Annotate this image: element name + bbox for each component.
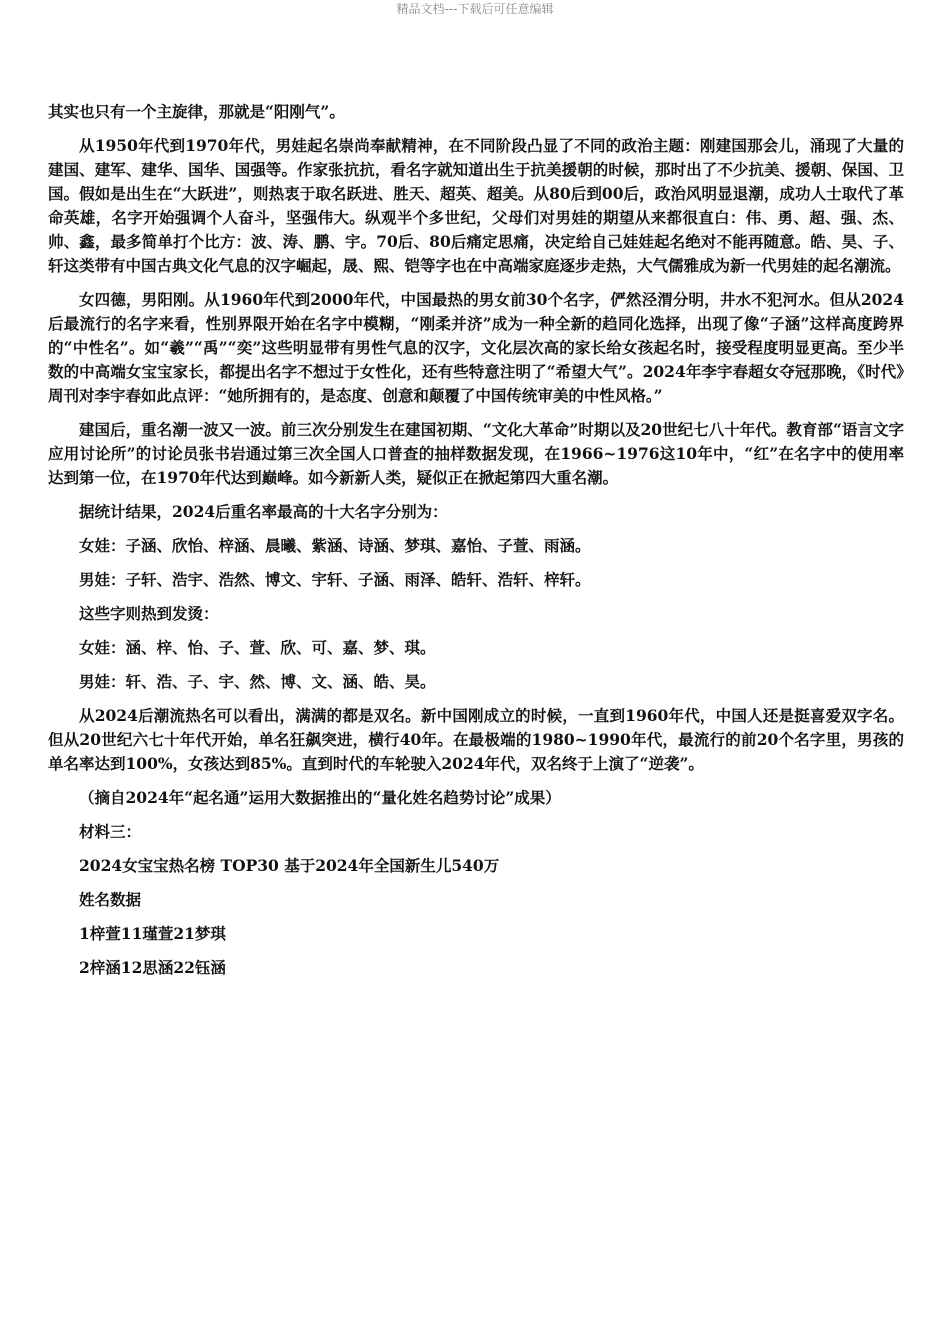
paragraph-material-three: 材料三： <box>79 822 142 841</box>
ranking-row-2: 2梓涵12思涵22钰涵 <box>79 958 226 977</box>
document-body <box>48 100 904 990</box>
paragraph-double-names: 从2024后潮流热名可以看出，满满的都是双名。新中国刚成立的时候，一直到1960年代，中国人还是挺喜爱双字名。但从20世纪六七十年代开始，单名狂飙突进，横行40年。在最极端的1980~1990年代，最流行的前20个名字里，男孩的单名率达到100%，女孩达到85%。直到时代的车轮驶入2024年代，双名终于上演了“逆袭”。 <box>48 706 904 773</box>
paragraph-top-girl-names: 女娃：子涵、欣怡、梓涵、晨曦、紫涵、诗涵、梦琪、嘉怡、子萱、雨涵。 <box>79 536 591 555</box>
paragraph-gender-neutral-names: 女四德，男阳刚。从1960年代到2000年代，中国最热的男女前30个名字，俨然泾渭分明，井水不犯河水。但从2024后最流行的名字来看，性别界限开始在名字中模糊，“刚柔并济”成为一种全新的趋同化选择，出现了像“子涵”这样高度跨界的“中性名”。如“羲”“禹”“奕”这些明显带有男性气息的汉字，文化层次高的家长给女孩起名时，接受程度明显更高。至少半数的中高端女宝宝家长，都提出名字不想过于女性化，还有些特意注明了“希望大气”。2024年李宇春超女夺冠那晚，《时代》周刊对李宇春如此点评：“她所拥有的，是态度、创意和颠覆了中国传统审美的中性风格。” <box>48 290 904 405</box>
paragraph-intro: 其实也只有一个主旋律，那就是“阳刚气”。 <box>48 102 345 121</box>
paragraph-source-note: （摘自2024年“起名通”运用大数据推出的“量化姓名趋势讨论”成果） <box>79 788 561 807</box>
paragraph-name-data-label: 姓名数据 <box>79 890 142 909</box>
paragraph-statistics-intro: 据统计结果，2024后重名率最高的十大名字分别为： <box>79 502 448 521</box>
paragraph-top-boy-names: 男娃：子轩、浩宇、浩然、博文、宇轩、子涵、雨泽、皓轩、浩轩、梓轩。 <box>79 570 591 589</box>
page-header: 精品文档---下载后可任意编辑 <box>396 2 554 16</box>
paragraph-hot-characters-intro: 这些字则热到发烫： <box>79 604 219 623</box>
paragraph-hot-boy-characters: 男娃：轩、浩、子、宇、然、博、文、涵、皓、昊。 <box>79 672 436 691</box>
paragraph-duplicate-name-waves: 建国后，重名潮一波又一波。前三次分别发生在建国初期、“文化大革命”时期以及20世纪七八十年代。教育部“语言文字应用讨论所”的讨论员张书岩通过第三次全国人口普查的抽样数据发现，在1966~1976这10年中，“红”在名字中的使用率达到第一位，在1970年代达到巅峰。如今新新人类，疑似正在掀起第四大重名潮。 <box>48 420 904 487</box>
paragraph-boys-names-history: 从1950年代到1970年代，男娃起名崇尚奉献精神，在不同阶段凸显了不同的政治主题：刚建国那会儿，涌现了大量的建国、建军、建华、国华、国强等。作家张抗抗，看名字就知道出生于抗美援朝的时候，那时出了不少抗美、援朝、保国、卫国。假如是出生在“大跃进”，则热衷于取名跃进、胜天、超英、超美。从80后到00后，政治风明显退潮，成功人士取代了革命英雄，名字开始强调个人奋斗，坚强伟大。纵观半个多世纪，父母们对男娃的期望从来都很直白：伟、勇、超、强、杰、帅、鑫，最多简单打个比方：波、涛、鹏、宇。70后、80后痛定思痛，决定给自己娃娃起名绝对不能再随意。皓、昊、子、轩这类带有中国古典文化气息的汉字崛起，晟、熙、铠等字也在中高端家庭逐步走热，大气儒雅成为新一代男娃的起名潮流。 <box>48 136 904 275</box>
paragraph-ranking-title: 2024女宝宝热名榜 TOP30 基于2024年全国新生儿540万 <box>79 856 500 875</box>
ranking-row-1: 1梓萱11瑾萱21梦琪 <box>79 924 226 943</box>
paragraph-hot-girl-characters: 女娃：涵、梓、怡、子、萱、欣、可、嘉、梦、琪。 <box>79 638 436 657</box>
